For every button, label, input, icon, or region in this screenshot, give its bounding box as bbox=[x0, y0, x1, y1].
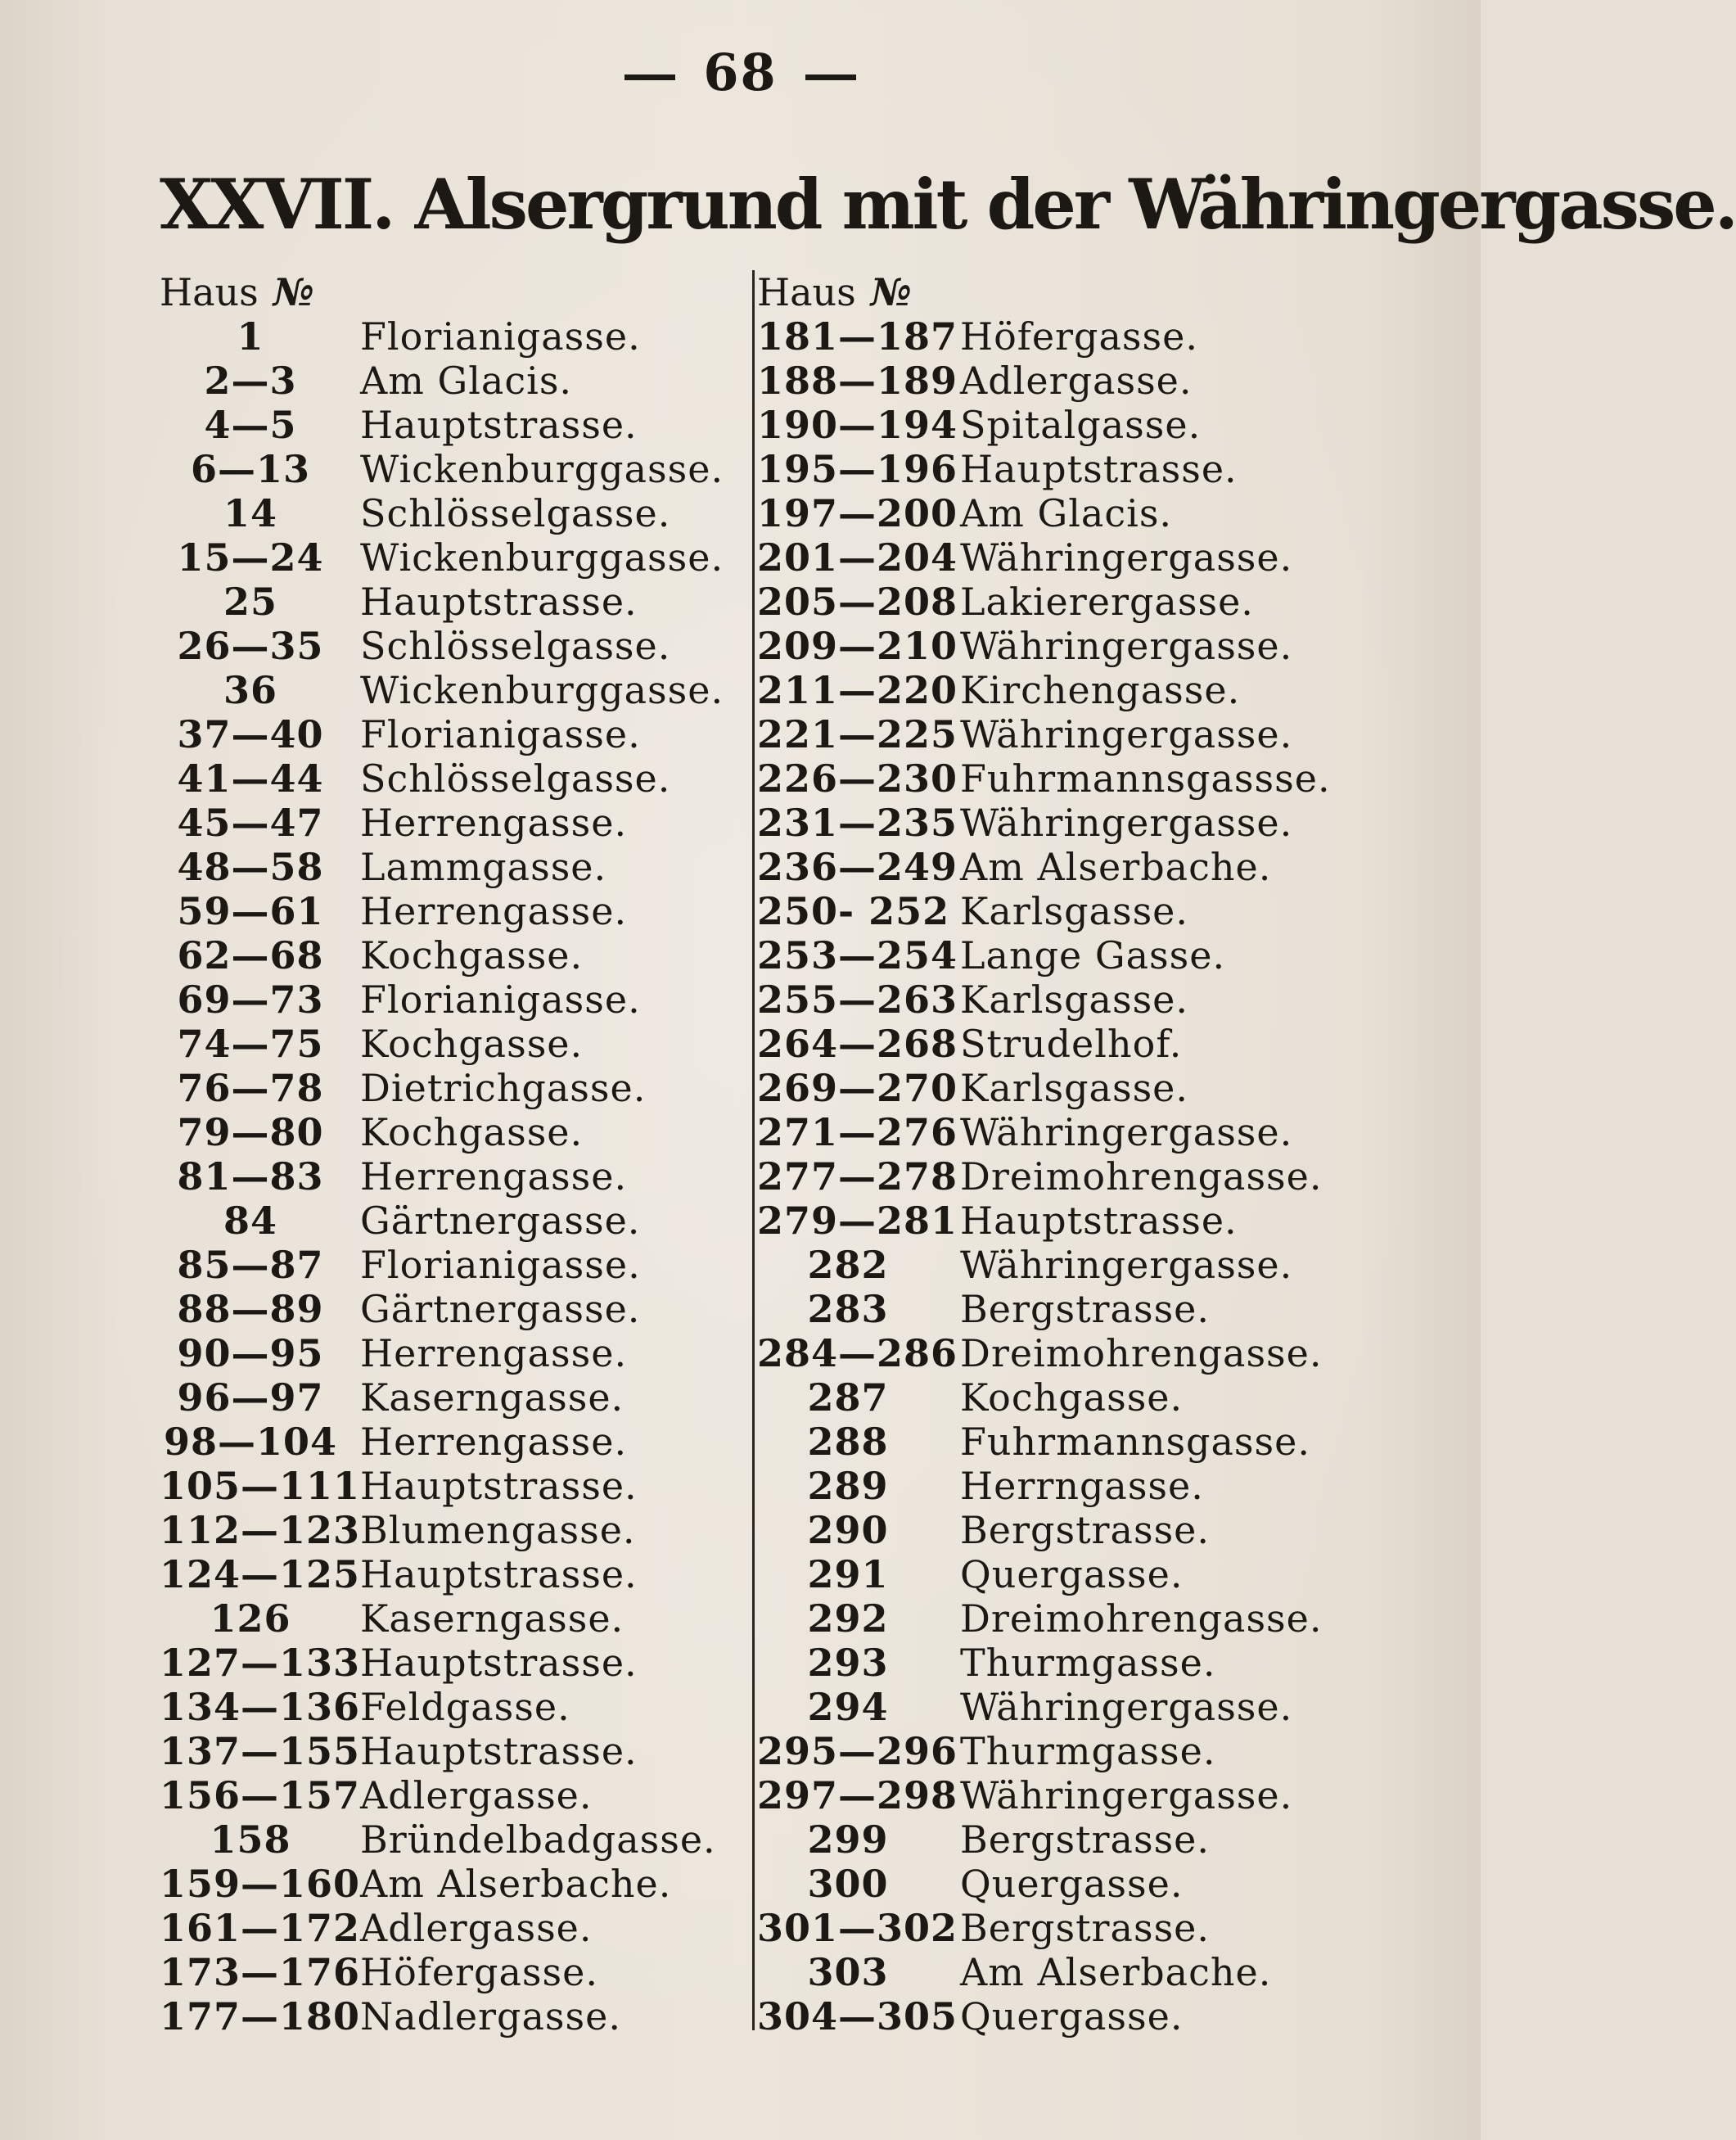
street-name: Bergstrasse. bbox=[960, 1817, 1211, 1862]
left-table-row bbox=[160, 1773, 733, 1817]
right-table-row bbox=[757, 447, 1330, 491]
street-name: Hauptstrasse. bbox=[360, 1552, 638, 1596]
street-name: Kaserngasse. bbox=[360, 1596, 625, 1641]
street-name: Karlsgasse. bbox=[960, 977, 1189, 1022]
street-name: Fuhrmannsgasse. bbox=[960, 1420, 1310, 1464]
street-name: Hauptstrasse. bbox=[360, 403, 638, 447]
left-table-row bbox=[160, 314, 733, 359]
street-name: Wickenburggasse. bbox=[360, 668, 724, 712]
street-name: Herrengasse. bbox=[360, 889, 628, 933]
left-dash bbox=[625, 74, 675, 80]
left-table-row bbox=[160, 1287, 733, 1331]
house-number-range: 287 bbox=[807, 1375, 889, 1420]
street-name: Am Alserbache. bbox=[360, 1862, 672, 1906]
left-table-row bbox=[160, 1729, 733, 1773]
house-number-range: 231—235 bbox=[757, 801, 958, 845]
right-number-sign: № bbox=[870, 270, 912, 314]
house-number-range: 81—83 bbox=[177, 1154, 324, 1199]
right-table-row bbox=[757, 1331, 1330, 1375]
house-number-range: 301—302 bbox=[757, 1906, 958, 1950]
house-number-range: 48—58 bbox=[177, 845, 324, 889]
street-name: Herrengasse. bbox=[360, 1420, 628, 1464]
house-number-range: 300 bbox=[807, 1862, 889, 1906]
left-table-row bbox=[160, 1110, 733, 1154]
house-number-range: 253—254 bbox=[757, 933, 958, 977]
left-table-row bbox=[160, 889, 733, 933]
street-name: Florianigasse. bbox=[360, 314, 641, 359]
street-name: Dreimohrengasse. bbox=[960, 1596, 1323, 1641]
left-table-row bbox=[160, 1862, 733, 1906]
left-table-row bbox=[160, 447, 733, 491]
right-table-row bbox=[757, 1022, 1330, 1066]
street-name: Bergstrasse. bbox=[960, 1287, 1211, 1331]
house-number-range: 291 bbox=[807, 1552, 889, 1596]
house-number-range: 62—68 bbox=[177, 933, 324, 977]
right-table-row bbox=[757, 1994, 1330, 2038]
street-name: Schlösselgasse. bbox=[360, 756, 671, 801]
right-table-row bbox=[757, 1110, 1330, 1154]
house-number-range: 26—35 bbox=[177, 624, 324, 668]
house-number-range: 98—104 bbox=[163, 1420, 338, 1464]
left-table-row bbox=[160, 977, 733, 1022]
street-name: Höfergasse. bbox=[360, 1950, 598, 1994]
left-table-row bbox=[160, 1685, 733, 1729]
house-number-range: 14 bbox=[223, 491, 277, 535]
house-number-range: 289 bbox=[807, 1464, 889, 1508]
house-number-range: 1 bbox=[237, 314, 264, 359]
house-number-range: 211—220 bbox=[757, 668, 958, 712]
street-name: Hauptstrasse. bbox=[360, 1464, 638, 1508]
right-table-row bbox=[757, 580, 1330, 624]
house-number-range: 295—296 bbox=[757, 1729, 958, 1773]
left-table-row bbox=[160, 1154, 733, 1199]
house-number-range: 201—204 bbox=[757, 535, 958, 580]
house-number-range: 264—268 bbox=[757, 1022, 958, 1066]
street-name: Bründelbadgasse. bbox=[360, 1817, 716, 1862]
house-number-range: 59—61 bbox=[177, 889, 324, 933]
street-name: Quergasse. bbox=[960, 1552, 1184, 1596]
house-number-range: 4—5 bbox=[204, 403, 297, 447]
page-number-header bbox=[0, 43, 1481, 102]
street-name: Kochgasse. bbox=[360, 1022, 584, 1066]
house-number-range: 96—97 bbox=[177, 1375, 324, 1420]
right-table-row bbox=[757, 1817, 1330, 1862]
street-name: Herrngasse. bbox=[960, 1464, 1204, 1508]
right-table-row bbox=[757, 535, 1330, 580]
left-table-row bbox=[160, 1596, 733, 1641]
street-name: Am Glacis. bbox=[960, 491, 1173, 535]
right-table-row bbox=[757, 1375, 1330, 1420]
street-name: Wickenburggasse. bbox=[360, 535, 724, 580]
left-table-row bbox=[160, 756, 733, 801]
street-name: Blumengasse. bbox=[360, 1508, 636, 1552]
left-number-sign: № bbox=[273, 270, 314, 314]
street-name: Hauptstrasse. bbox=[360, 1729, 638, 1773]
house-number-range: 299 bbox=[807, 1817, 889, 1862]
house-number-range: 226—230 bbox=[757, 756, 958, 801]
house-number-range: 126 bbox=[210, 1596, 291, 1641]
street-name: Dreimohrengasse. bbox=[960, 1154, 1323, 1199]
street-name: Währingergasse. bbox=[960, 1110, 1293, 1154]
house-number-range: 74—75 bbox=[177, 1022, 324, 1066]
right-table-row bbox=[757, 1641, 1330, 1685]
street-name: Florianigasse. bbox=[360, 977, 641, 1022]
house-number-range: 37—40 bbox=[177, 712, 324, 756]
left-table-row bbox=[160, 580, 733, 624]
street-name: Wickenburggasse. bbox=[360, 447, 724, 491]
right-table-row bbox=[757, 1066, 1330, 1110]
right-column-header bbox=[757, 270, 912, 314]
house-number-range: 137—155 bbox=[160, 1729, 361, 1773]
house-number-range: 293 bbox=[807, 1641, 889, 1685]
left-table-row bbox=[160, 668, 733, 712]
house-number-range: 127—133 bbox=[160, 1641, 361, 1685]
house-number-range: 25 bbox=[223, 580, 277, 624]
left-table-row bbox=[160, 1950, 733, 1994]
left-table-row bbox=[160, 712, 733, 756]
house-number-range: 279—281 bbox=[757, 1199, 958, 1243]
right-table-row bbox=[757, 1773, 1330, 1817]
house-number-range: 283 bbox=[807, 1287, 889, 1331]
left-table-row bbox=[160, 1906, 733, 1950]
street-name: Quergasse. bbox=[960, 1862, 1184, 1906]
left-table-row bbox=[160, 1464, 733, 1508]
page-title: XXVII. Alsergrund mit der Währingergasse. bbox=[160, 164, 1736, 245]
street-name: Kirchengasse. bbox=[960, 668, 1241, 712]
right-table-row bbox=[757, 1508, 1330, 1552]
street-name: Karlsgasse. bbox=[960, 1066, 1189, 1110]
street-name: Lange Gasse. bbox=[960, 933, 1226, 977]
street-name: Währingergasse. bbox=[960, 1773, 1293, 1817]
right-table-row bbox=[757, 801, 1330, 845]
house-number-range: 197—200 bbox=[757, 491, 958, 535]
house-number-range: 303 bbox=[807, 1950, 889, 1994]
house-number-range: 124—125 bbox=[160, 1552, 361, 1596]
house-number-range: 134—136 bbox=[160, 1685, 361, 1729]
left-table-row bbox=[160, 403, 733, 447]
page-number: 68 bbox=[703, 43, 778, 102]
house-number-range: 188—189 bbox=[757, 359, 958, 403]
street-name: Dietrichgasse. bbox=[360, 1066, 647, 1110]
right-table-row bbox=[757, 889, 1330, 933]
house-number-range: 269—270 bbox=[757, 1066, 958, 1110]
street-name: Am Glacis. bbox=[360, 359, 573, 403]
street-name: Gärtnergasse. bbox=[360, 1287, 641, 1331]
house-number-range: 255—263 bbox=[757, 977, 958, 1022]
house-number-range: 112—123 bbox=[160, 1508, 361, 1552]
house-number-range: 292 bbox=[807, 1596, 889, 1641]
house-number-range: 15—24 bbox=[177, 535, 324, 580]
street-name: Strudelhof. bbox=[960, 1022, 1183, 1066]
left-table-row bbox=[160, 1022, 733, 1066]
right-table-row bbox=[757, 1199, 1330, 1243]
street-name: Feldgasse. bbox=[360, 1685, 570, 1729]
house-number-range: 173—176 bbox=[160, 1950, 361, 1994]
right-haus-label: Haus bbox=[757, 270, 856, 314]
house-number-range: 190—194 bbox=[757, 403, 958, 447]
left-table-row bbox=[160, 1994, 733, 2038]
street-name: Adlergasse. bbox=[360, 1906, 593, 1950]
right-dash bbox=[805, 74, 856, 80]
right-table-row bbox=[757, 1862, 1330, 1906]
street-name: Währingergasse. bbox=[960, 535, 1293, 580]
street-name: Schlösselgasse. bbox=[360, 491, 671, 535]
street-name: Thurmgasse. bbox=[960, 1641, 1216, 1685]
street-name: Gärtnergasse. bbox=[360, 1199, 641, 1243]
right-table-row bbox=[757, 314, 1330, 359]
house-number-range: 209—210 bbox=[757, 624, 958, 668]
left-table-row bbox=[160, 1420, 733, 1464]
street-name: Am Alserbache. bbox=[960, 845, 1272, 889]
street-name: Spitalgasse. bbox=[960, 403, 1202, 447]
house-number-range: 41—44 bbox=[177, 756, 324, 801]
right-table-row bbox=[757, 624, 1330, 668]
left-table-row bbox=[160, 933, 733, 977]
left-table-row bbox=[160, 491, 733, 535]
street-name: Kochgasse. bbox=[960, 1375, 1184, 1420]
left-table-row bbox=[160, 535, 733, 580]
house-number-range: 282 bbox=[807, 1243, 889, 1287]
street-name: Florianigasse. bbox=[360, 712, 641, 756]
left-haus-label: Haus bbox=[160, 270, 259, 314]
left-column-header bbox=[160, 270, 314, 314]
right-table-row bbox=[757, 977, 1330, 1022]
street-name: Adlergasse. bbox=[360, 1773, 593, 1817]
right-table-row bbox=[757, 1596, 1330, 1641]
house-number-range: 85—87 bbox=[177, 1243, 324, 1287]
street-name: Nadlergasse. bbox=[360, 1994, 621, 2038]
house-number-range: 88—89 bbox=[177, 1287, 324, 1331]
house-number-range: 181—187 bbox=[757, 314, 958, 359]
right-table-row bbox=[757, 756, 1330, 801]
house-number-range: 294 bbox=[807, 1685, 889, 1729]
left-table-row bbox=[160, 1199, 733, 1243]
left-table-row bbox=[160, 1243, 733, 1287]
street-name: Hauptstrasse. bbox=[360, 580, 638, 624]
house-number-range: 79—80 bbox=[177, 1110, 324, 1154]
house-number-range: 271—276 bbox=[757, 1110, 958, 1154]
street-name: Lammgasse. bbox=[360, 845, 607, 889]
street-name: Thurmgasse. bbox=[960, 1729, 1216, 1773]
right-table-row bbox=[757, 1420, 1330, 1464]
house-number-range: 76—78 bbox=[177, 1066, 324, 1110]
right-table-row bbox=[757, 1552, 1330, 1596]
street-name: Florianigasse. bbox=[360, 1243, 641, 1287]
right-table-row bbox=[757, 1729, 1330, 1773]
left-table-row bbox=[160, 801, 733, 845]
house-number-range: 156—157 bbox=[160, 1773, 361, 1817]
street-name: Währingergasse. bbox=[960, 801, 1293, 845]
house-number-range: 250- 252 bbox=[757, 889, 950, 933]
left-table-row bbox=[160, 1552, 733, 1596]
right-table-row bbox=[757, 933, 1330, 977]
right-table-row bbox=[757, 668, 1330, 712]
right-table-row bbox=[757, 403, 1330, 447]
street-name: Lakierergasse. bbox=[960, 580, 1254, 624]
right-table-row bbox=[757, 1906, 1330, 1950]
house-number-range: 288 bbox=[807, 1420, 889, 1464]
street-name: Währingergasse. bbox=[960, 1243, 1293, 1287]
street-name: Quergasse. bbox=[960, 1994, 1184, 2038]
right-table-row bbox=[757, 1287, 1330, 1331]
left-table-row bbox=[160, 1641, 733, 1685]
street-name: Hauptstrasse. bbox=[960, 1199, 1238, 1243]
street-name: Hauptstrasse. bbox=[360, 1641, 638, 1685]
street-name: Höfergasse. bbox=[960, 314, 1198, 359]
right-table-row bbox=[757, 1950, 1330, 1994]
street-name: Karlsgasse. bbox=[960, 889, 1189, 933]
street-name: Herrengasse. bbox=[360, 1331, 628, 1375]
street-name: Bergstrasse. bbox=[960, 1906, 1211, 1950]
street-name: Fuhrmannsgassse. bbox=[960, 756, 1331, 801]
street-name: Kochgasse. bbox=[360, 933, 584, 977]
street-name: Kochgasse. bbox=[360, 1110, 584, 1154]
house-number-range: 159—160 bbox=[160, 1862, 361, 1906]
left-table-row bbox=[160, 359, 733, 403]
street-name: Adlergasse. bbox=[960, 359, 1193, 403]
house-number-range: 105—111 bbox=[160, 1464, 361, 1508]
right-table-row bbox=[757, 491, 1330, 535]
house-number-range: 69—73 bbox=[177, 977, 324, 1022]
street-name: Bergstrasse. bbox=[960, 1508, 1211, 1552]
house-number-range: 158 bbox=[210, 1817, 291, 1862]
left-table-row bbox=[160, 1817, 733, 1862]
house-number-range: 236—249 bbox=[757, 845, 958, 889]
house-number-range: 2—3 bbox=[204, 359, 297, 403]
street-name: Schlösselgasse. bbox=[360, 624, 671, 668]
house-number-range: 45—47 bbox=[177, 801, 324, 845]
street-name: Am Alserbache. bbox=[960, 1950, 1272, 1994]
house-number-range: 284—286 bbox=[757, 1331, 958, 1375]
left-table-row bbox=[160, 624, 733, 668]
left-table-row bbox=[160, 1508, 733, 1552]
house-number-range: 277—278 bbox=[757, 1154, 958, 1199]
right-table-row bbox=[757, 712, 1330, 756]
street-name: Währingergasse. bbox=[960, 712, 1293, 756]
left-table-row bbox=[160, 1331, 733, 1375]
right-table-row bbox=[757, 1685, 1330, 1729]
house-number-range: 297—298 bbox=[757, 1773, 958, 1817]
house-number-range: 205—208 bbox=[757, 580, 958, 624]
right-table-row bbox=[757, 1464, 1330, 1508]
street-name: Herrengasse. bbox=[360, 1154, 628, 1199]
house-number-range: 221—225 bbox=[757, 712, 958, 756]
right-table-row bbox=[757, 845, 1330, 889]
left-table-row bbox=[160, 1066, 733, 1110]
street-name: Dreimohrengasse. bbox=[960, 1331, 1323, 1375]
right-table-row bbox=[757, 359, 1330, 403]
street-name: Hauptstrasse. bbox=[960, 447, 1238, 491]
column-divider bbox=[752, 270, 755, 2030]
house-number-range: 36 bbox=[223, 668, 277, 712]
street-name: Herrengasse. bbox=[360, 801, 628, 845]
left-table-row bbox=[160, 845, 733, 889]
right-table-row bbox=[757, 1243, 1330, 1287]
house-number-range: 195—196 bbox=[757, 447, 958, 491]
house-number-range: 177—180 bbox=[160, 1994, 361, 2038]
street-name: Kaserngasse. bbox=[360, 1375, 625, 1420]
house-number-range: 90—95 bbox=[177, 1331, 324, 1375]
house-number-range: 290 bbox=[807, 1508, 889, 1552]
house-number-range: 304—305 bbox=[757, 1994, 958, 2038]
house-number-range: 6—13 bbox=[190, 447, 311, 491]
street-name: Währingergasse. bbox=[960, 624, 1293, 668]
left-table-row bbox=[160, 1375, 733, 1420]
street-name: Währingergasse. bbox=[960, 1685, 1293, 1729]
house-number-range: 161—172 bbox=[160, 1906, 361, 1950]
house-number-range: 84 bbox=[223, 1199, 277, 1243]
right-table-row bbox=[757, 1154, 1330, 1199]
